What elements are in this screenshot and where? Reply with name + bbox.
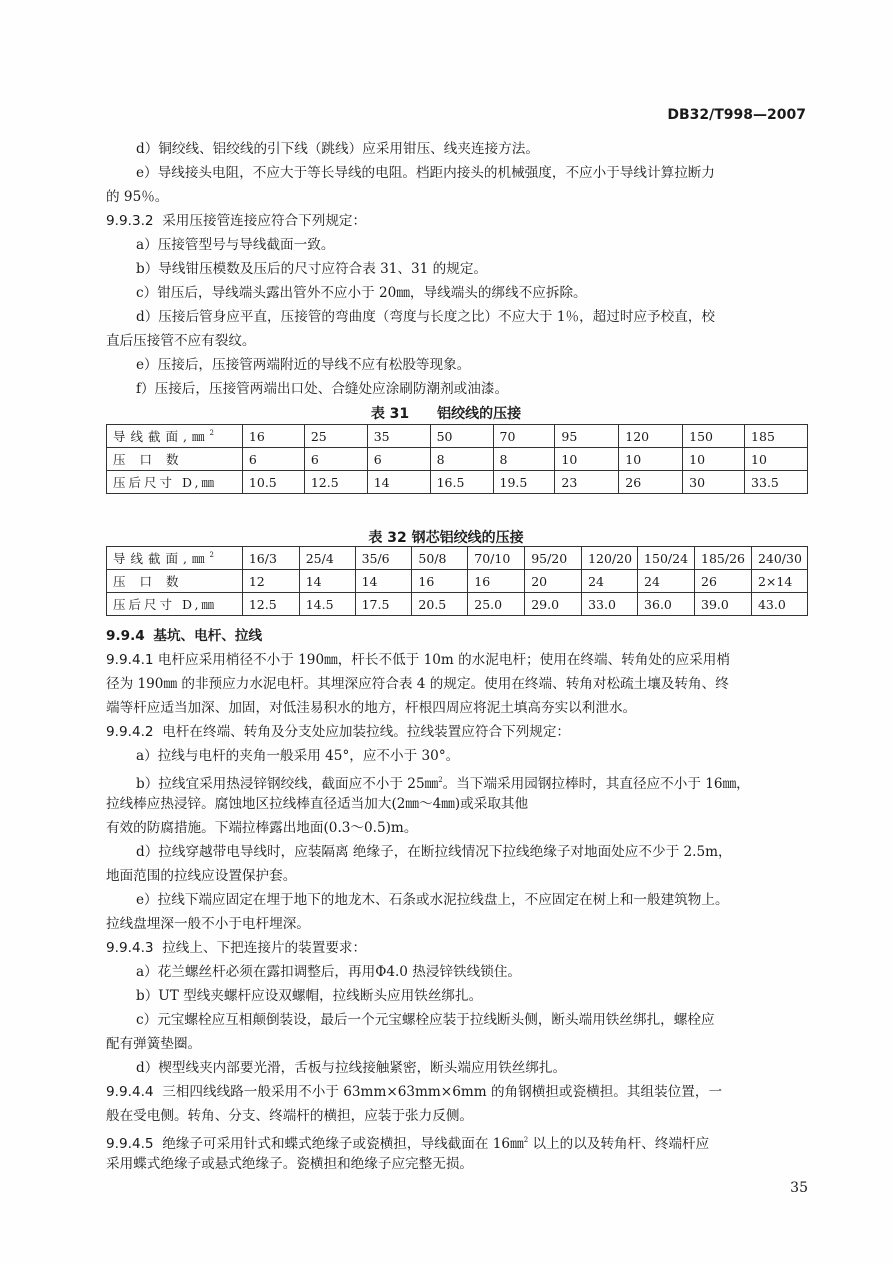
item-b-line1: b）拉线宜采用热浸锌钢绞线，截面应不小于 25㎜$^2$。当下端采用园钢拉棒时，其直径应不小于 16㎜， [136,776,750,792]
table-cell: 25 [304,425,367,448]
table31 [106,424,808,494]
table-row [107,547,808,570]
item-b: b）UT 型线夹螺杆应设双螺帽，拉线断头应用铁丝绑扎。 [136,988,483,1004]
row-header: 压口数 [107,570,243,593]
table-cell: 8 [493,448,555,471]
table-cell: 26 [619,471,683,494]
item-b: b）导线钳压模数及压后的尺寸应符合表 31、31 的规定。 [136,261,487,277]
table32 [106,546,808,616]
table-cell: 240/30 [751,547,807,570]
table-cell: 16/3 [242,547,299,570]
item-d-line1: d）拉线穿越带电导线时，应装隔离 绝缘子，在断拉线情况下拉线绝缘子对地面处应不少于 2.5m， [136,844,732,860]
table-cell: 12 [242,570,299,593]
table32-caption: 表 32 钢芯铝绞线的压接 [368,530,524,546]
table-cell: 26 [695,570,752,593]
section-9932-heading [106,209,366,233]
table-cell: 35/6 [355,547,412,570]
table-cell: 20 [525,570,582,593]
table-cell: 150 [683,425,745,448]
table-cell: 39.0 [695,593,752,616]
para-9945-line2: 采用蝶式绝缘子或悬式绝缘子。瓷横担和绝缘子应完整无损。 [106,1156,474,1172]
table-cell: 150/24 [638,547,695,570]
item-b-line3: 有效的防腐措施。下端拉棒露出地面(0.3～0.5)m。 [106,820,418,836]
table-cell: 24 [582,570,638,593]
table-cell: 70/10 [468,547,525,570]
table-cell: 16.5 [430,471,493,494]
table-cell: 36.0 [638,593,695,616]
table-cell: 14 [299,570,355,593]
table-cell: 10.5 [242,471,304,494]
section-title: 采用压接管连接应符合下列规定： [162,213,367,229]
section-994-heading [106,624,262,648]
item-c-line2: 配有弹簧垫圈。 [106,1036,202,1052]
table-cell: 43.0 [751,593,807,616]
table-row [107,471,808,494]
table-cell: 16 [468,570,525,593]
item-a: a）花兰螺丝杆必须在露扣调整后，再用Φ4.0 热浸锌铁线锁住。 [136,964,522,980]
item-a: a）压接管型号与导线截面一致。 [136,237,335,253]
table-cell: 16 [242,425,304,448]
table-cell: 70 [493,425,555,448]
section-number: 9.9.3.2 [106,213,154,229]
section-number: 9.9.4.1 [106,652,154,668]
table-cell: 30 [683,471,745,494]
table-cell: 6 [304,448,367,471]
para-9941-line1: 9.9.4.1 电杆应采用梢径不小于 190㎜，杆长不低于 10m 的水泥电杆；使用在终端、转角处的应采用梢 [106,652,730,668]
table-cell: 2×14 [751,570,807,593]
table-cell: 25.0 [468,593,525,616]
item-d-line1: d）压接后管身应平直，压接管的弯曲度（弯度与长度之比）不应大于 1％，超过时应予校直，校 [136,309,716,325]
page-number: 35 [790,1180,808,1196]
table-cell: 14 [355,570,412,593]
item-f: f）压接后，压接管两端出口处、合缝处应涂刷防潮剂或油漆。 [136,381,509,397]
table-cell: 95/20 [525,547,582,570]
table-cell: 29.0 [525,593,582,616]
table-row [107,448,808,471]
row-header: 导线截面,㎜$^2$ [107,425,243,448]
item-b-line2: 拉线棒应热浸锌。腐蚀地区拉线棒直径适当加大(2㎜～4㎜)或采取其他 [106,796,529,812]
item-d: d）楔型线夹内部要光滑，舌板与拉线接触紧密，断头端应用铁丝绑扎。 [136,1060,567,1076]
table-cell: 185/26 [695,547,752,570]
table-row [107,425,808,448]
row-header: 导线截面,㎜$^2$ [107,547,243,570]
table-cell: 95 [555,425,619,448]
item-a: a）拉线与电杆的夹角一般采用 45°，应不小于 30°。 [136,748,460,764]
table-cell: 33.0 [582,593,638,616]
item-d: d）铜绞线、铝绞线的引下线（跳线）应采用钳压、线夹连接方法。 [136,141,539,157]
row-header: 压后尺寸 D,㎜ [107,593,243,616]
item-e-line2: 的 95％。 [106,189,169,205]
para-9941-line3: 端等杆应适当加深、加固，对低洼易积水的地方，杆根四周应将泥土填高夯实以利泄水。 [106,700,637,716]
table-cell: 14.5 [299,593,355,616]
item-c-line1: c）元宝螺栓应互相颠倒装设，最后一个元宝螺栓应装于拉线断头侧，断头端用铁丝绑扎，螺栓应 [136,1012,715,1028]
table-cell: 6 [367,448,430,471]
section-number: 9.9.4.4 [106,1084,154,1100]
para-9944-line2: 般在受电侧。转角、分支、终端杆的横担，应装于张力反侧。 [106,1108,474,1124]
section-number: 9.9.4.3 [106,940,154,956]
table31-caption: 表 31 铝绞线的压接 [370,406,522,422]
table-cell: 14 [367,471,430,494]
item-e: e）压接后，压接管两端附近的导线不应有松股等现象。 [136,357,471,373]
item-e-line2: 拉线盘埋深一般不小于电杆埋深。 [106,916,310,932]
table-cell: 23 [555,471,619,494]
table-cell: 185 [745,425,808,448]
table-cell: 10 [555,448,619,471]
table-cell: 20.5 [412,593,468,616]
table-cell: 35 [367,425,430,448]
table-cell: 10 [683,448,745,471]
item-e-line1: e）拉线下端应固定在埋于地下的地龙木、石条或水泥拉线盘上，不应固定在树上和一般建筑物上。 [136,892,729,908]
table-cell: 120/20 [582,547,638,570]
para-9945-line1: 9.9.4.5 绝缘子可采用针式和蝶式绝缘子或瓷横担，导线截面在 16㎜$^2$ 以上的以及转角杆、终端杆应 [106,1136,710,1152]
para-9943: 9.9.4.3 拉线上、下把连接片的装置要求： [106,940,367,956]
row-header: 压后尺寸 D,㎜ [107,471,243,494]
para-9944-line1: 9.9.4.4 三相四线线路一般采用不小于 63mm×63mm×6mm 的角钢横担或瓷横担。其组装位置，一 [106,1084,723,1100]
section-number: 9.9.4.5 [106,1136,154,1152]
table-cell: 10 [745,448,808,471]
item-e-line1: e）导线接头电阻，不应大于等长导线的电阻。档距内接头的机械强度，不应小于导线计算拉断力 [136,165,715,181]
section-number: 9.9.4.2 [106,724,154,740]
table-cell: 33.5 [745,471,808,494]
table-cell: 16 [412,570,468,593]
section-title: 基坑、电杆、拉线 [153,628,263,644]
para-9942: 9.9.4.2 电杆在终端、转角及分支处应加装拉线。拉线装置应符合下列规定： [106,724,571,740]
table-cell: 6 [242,448,304,471]
table-cell: 8 [430,448,493,471]
document-id: DB32/T998—2007 [667,107,806,123]
table-cell: 50/8 [412,547,468,570]
table-cell: 120 [619,425,683,448]
section-number: 9.9.4 [106,628,145,644]
table-row [107,570,808,593]
table-cell: 19.5 [493,471,555,494]
table-cell: 10 [619,448,683,471]
table-cell: 17.5 [355,593,412,616]
table-row [107,593,808,616]
table-cell: 25/4 [299,547,355,570]
table-cell: 50 [430,425,493,448]
item-d-line2: 直后压接管不应有裂纹。 [106,333,256,349]
item-c: c）钳压后，导线端头露出管外不应小于 20㎜，导线端头的绑线不应拆除。 [136,285,587,301]
para-9941-line2: 径为 190㎜ 的非预应力水泥电杆。其埋深应符合表 4 的规定。使用在终端、转角对松疏土壤及转角、终 [106,676,729,692]
row-header: 压口数 [107,448,243,471]
table-cell: 12.5 [242,593,299,616]
item-d-line2: 地面范围的拉线应设置保护套。 [106,868,297,884]
table-cell: 12.5 [304,471,367,494]
table-cell: 24 [638,570,695,593]
